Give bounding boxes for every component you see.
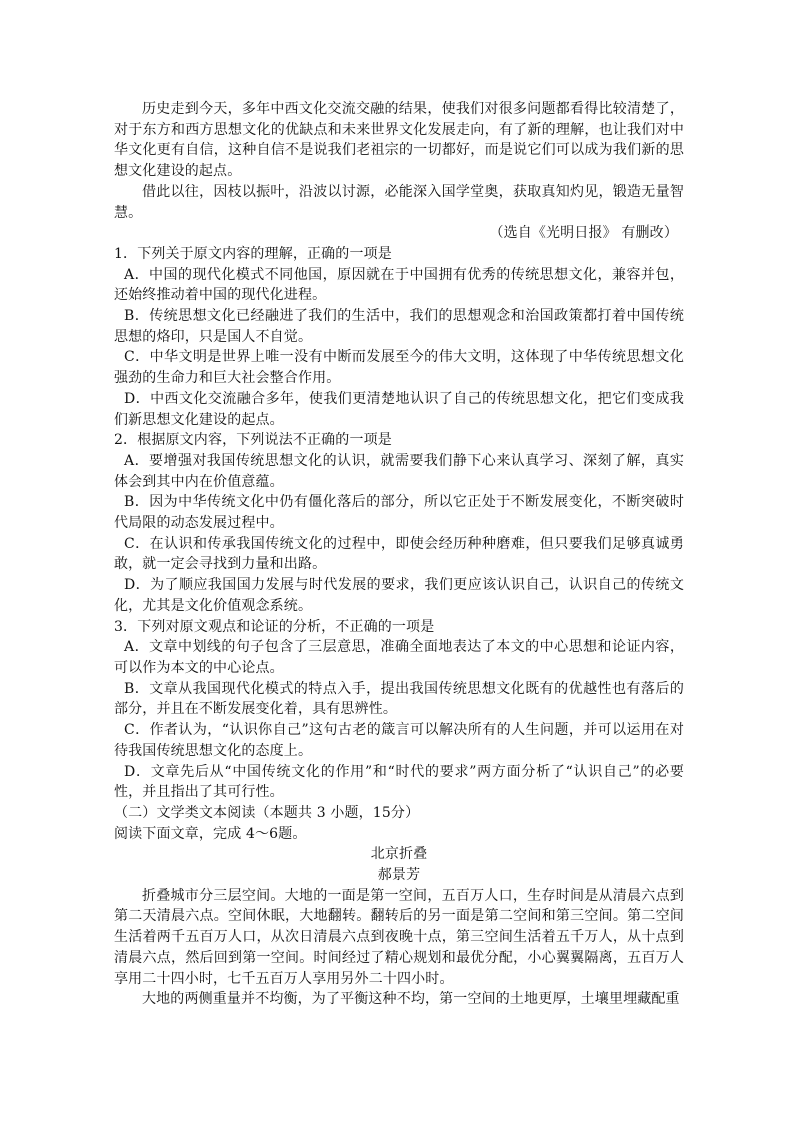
intro-paragraph-2: 借此以往，因枝以振叶，沿波以讨源，必能深入国学堂奥，获取真知灼见，锻造无量智慧。 xyxy=(114,183,684,221)
option-b: B．文章从我国现代化模式的特点入手，提出我国传统思想文化既有的优越性也有落后的部分，并且在不断发展变化着，具有思辨性。 xyxy=(114,680,684,718)
story-paragraph-2: 大地的两侧重量并不均衡，为了平衡这种不均，第一空间的土地更厚，土壤里埋藏配重 xyxy=(142,991,680,1008)
option-c: C．在认识和传承我国传统文化的过程中，即使会经历种种磨难，但只要我们足够真诚勇敢，就一定会寻找到力量和出路。 xyxy=(114,535,684,573)
section-heading: （二）文学类文本阅读（本题共 3 小题，15分） xyxy=(114,804,420,821)
option-b: B．传统思想文化已经融进了我们的生活中，我们的思想观念和治国政策都打着中国传统思想的烙印，只是国人不自觉。 xyxy=(114,308,684,345)
option-a: A．中国的现代化模式不同他国，原因就在于中国拥有优秀的传统思想文化，兼容并包，还始终推动着中国的现代化进程。 xyxy=(114,266,684,304)
story-paragraph-1: 折叠城市分三层空间。大地的一面是第一空间，五百万人口，生存时间是从清晨六点到第二天清晨六点。空间休眠，大地翻转。翻转后的另一面是第二空间和第三空间。第二空间生活着两千五百万人口，从次日清晨六点到夜晚十点，第三空间生活着五千万人，从十点到清晨六点，然后回到第一空间。时间经过了精心规划和最优分配，小心翼翼隔离，五百万人享用二十四小时，七千五百万人享用另外二十四小时。 xyxy=(114,887,684,987)
question-2 xyxy=(114,430,684,616)
option-d: D．为了顺应我国国力发展与时代发展的要求，我们更应该认识自己，认识自己的传统文化，尤其是文化价值观念系统。 xyxy=(114,577,684,614)
option-b: B．因为中华传统文化中仍有僵化落后的部分，所以它正处于不断发展变化，不断突破时代局限的动态发展过程中。 xyxy=(114,494,684,532)
section-instruction: 阅读下面文章，完成 4～6题。 xyxy=(114,825,307,842)
intro-paragraph-1: 历史走到今天，多年中西文化交流交融的结果，使我们对很多问题都看得比较清楚了，对于东方和西方思想文化的优缺点和未来世界文化发展走向，有了新的理解，也让我们对中华文化更有自信，这种自信不是说我们老祖宗的一切都好，而是说它们可以成为我们新的思想文化建设的起点。 xyxy=(114,101,684,180)
option-d: D．中西文化交流融合多年，使我们更清楚地认识了自己的传统思想文化，把它们变成我们新思想文化建设的起点。 xyxy=(114,390,684,428)
option-d: D．文章先后从“中国传统文化的作用”和“时代的要求”两方面分析了“认识自己”的必要性，并且指出了其可行性。 xyxy=(114,763,684,801)
story-author: 郝景芳 xyxy=(377,867,421,884)
document-body xyxy=(114,99,684,1010)
option-c: C．作者认为，“认识你自己”这句古老的箴言可以解决所有的人生问题，并可以运用在对待我国传统思想文化的态度上。 xyxy=(114,722,684,759)
option-c: C．中华文明是世界上唯一没有中断而发展至今的伟大文明，这体现了中华传统思想文化强劲的生命力和巨大社会整合作用。 xyxy=(114,349,684,387)
option-a: A．文章中划线的句子包含了三层意思，准确全面地表达了本文的中心思想和论证内容，可以作为本文的中心论点。 xyxy=(114,639,684,676)
question-3 xyxy=(114,617,684,803)
question-1 xyxy=(114,244,684,430)
question-stem: 3．下列对原文观点和论证的分析，不正确的一项是 xyxy=(114,618,435,635)
source-citation: （选自《光明日报》 有删改） xyxy=(489,225,678,242)
option-a: A．要增强对我国传统思想文化的认识，就需要我们静下心来认真学习、深刻了解，真实体会到其中内在价值意蕴。 xyxy=(114,452,684,490)
question-stem: 1．下列关于原文内容的理解，正确的一项是 xyxy=(114,245,392,262)
question-stem: 2．根据原文内容，下列说法不正确的一项是 xyxy=(114,432,392,449)
story-title: 北京折叠 xyxy=(370,846,428,863)
